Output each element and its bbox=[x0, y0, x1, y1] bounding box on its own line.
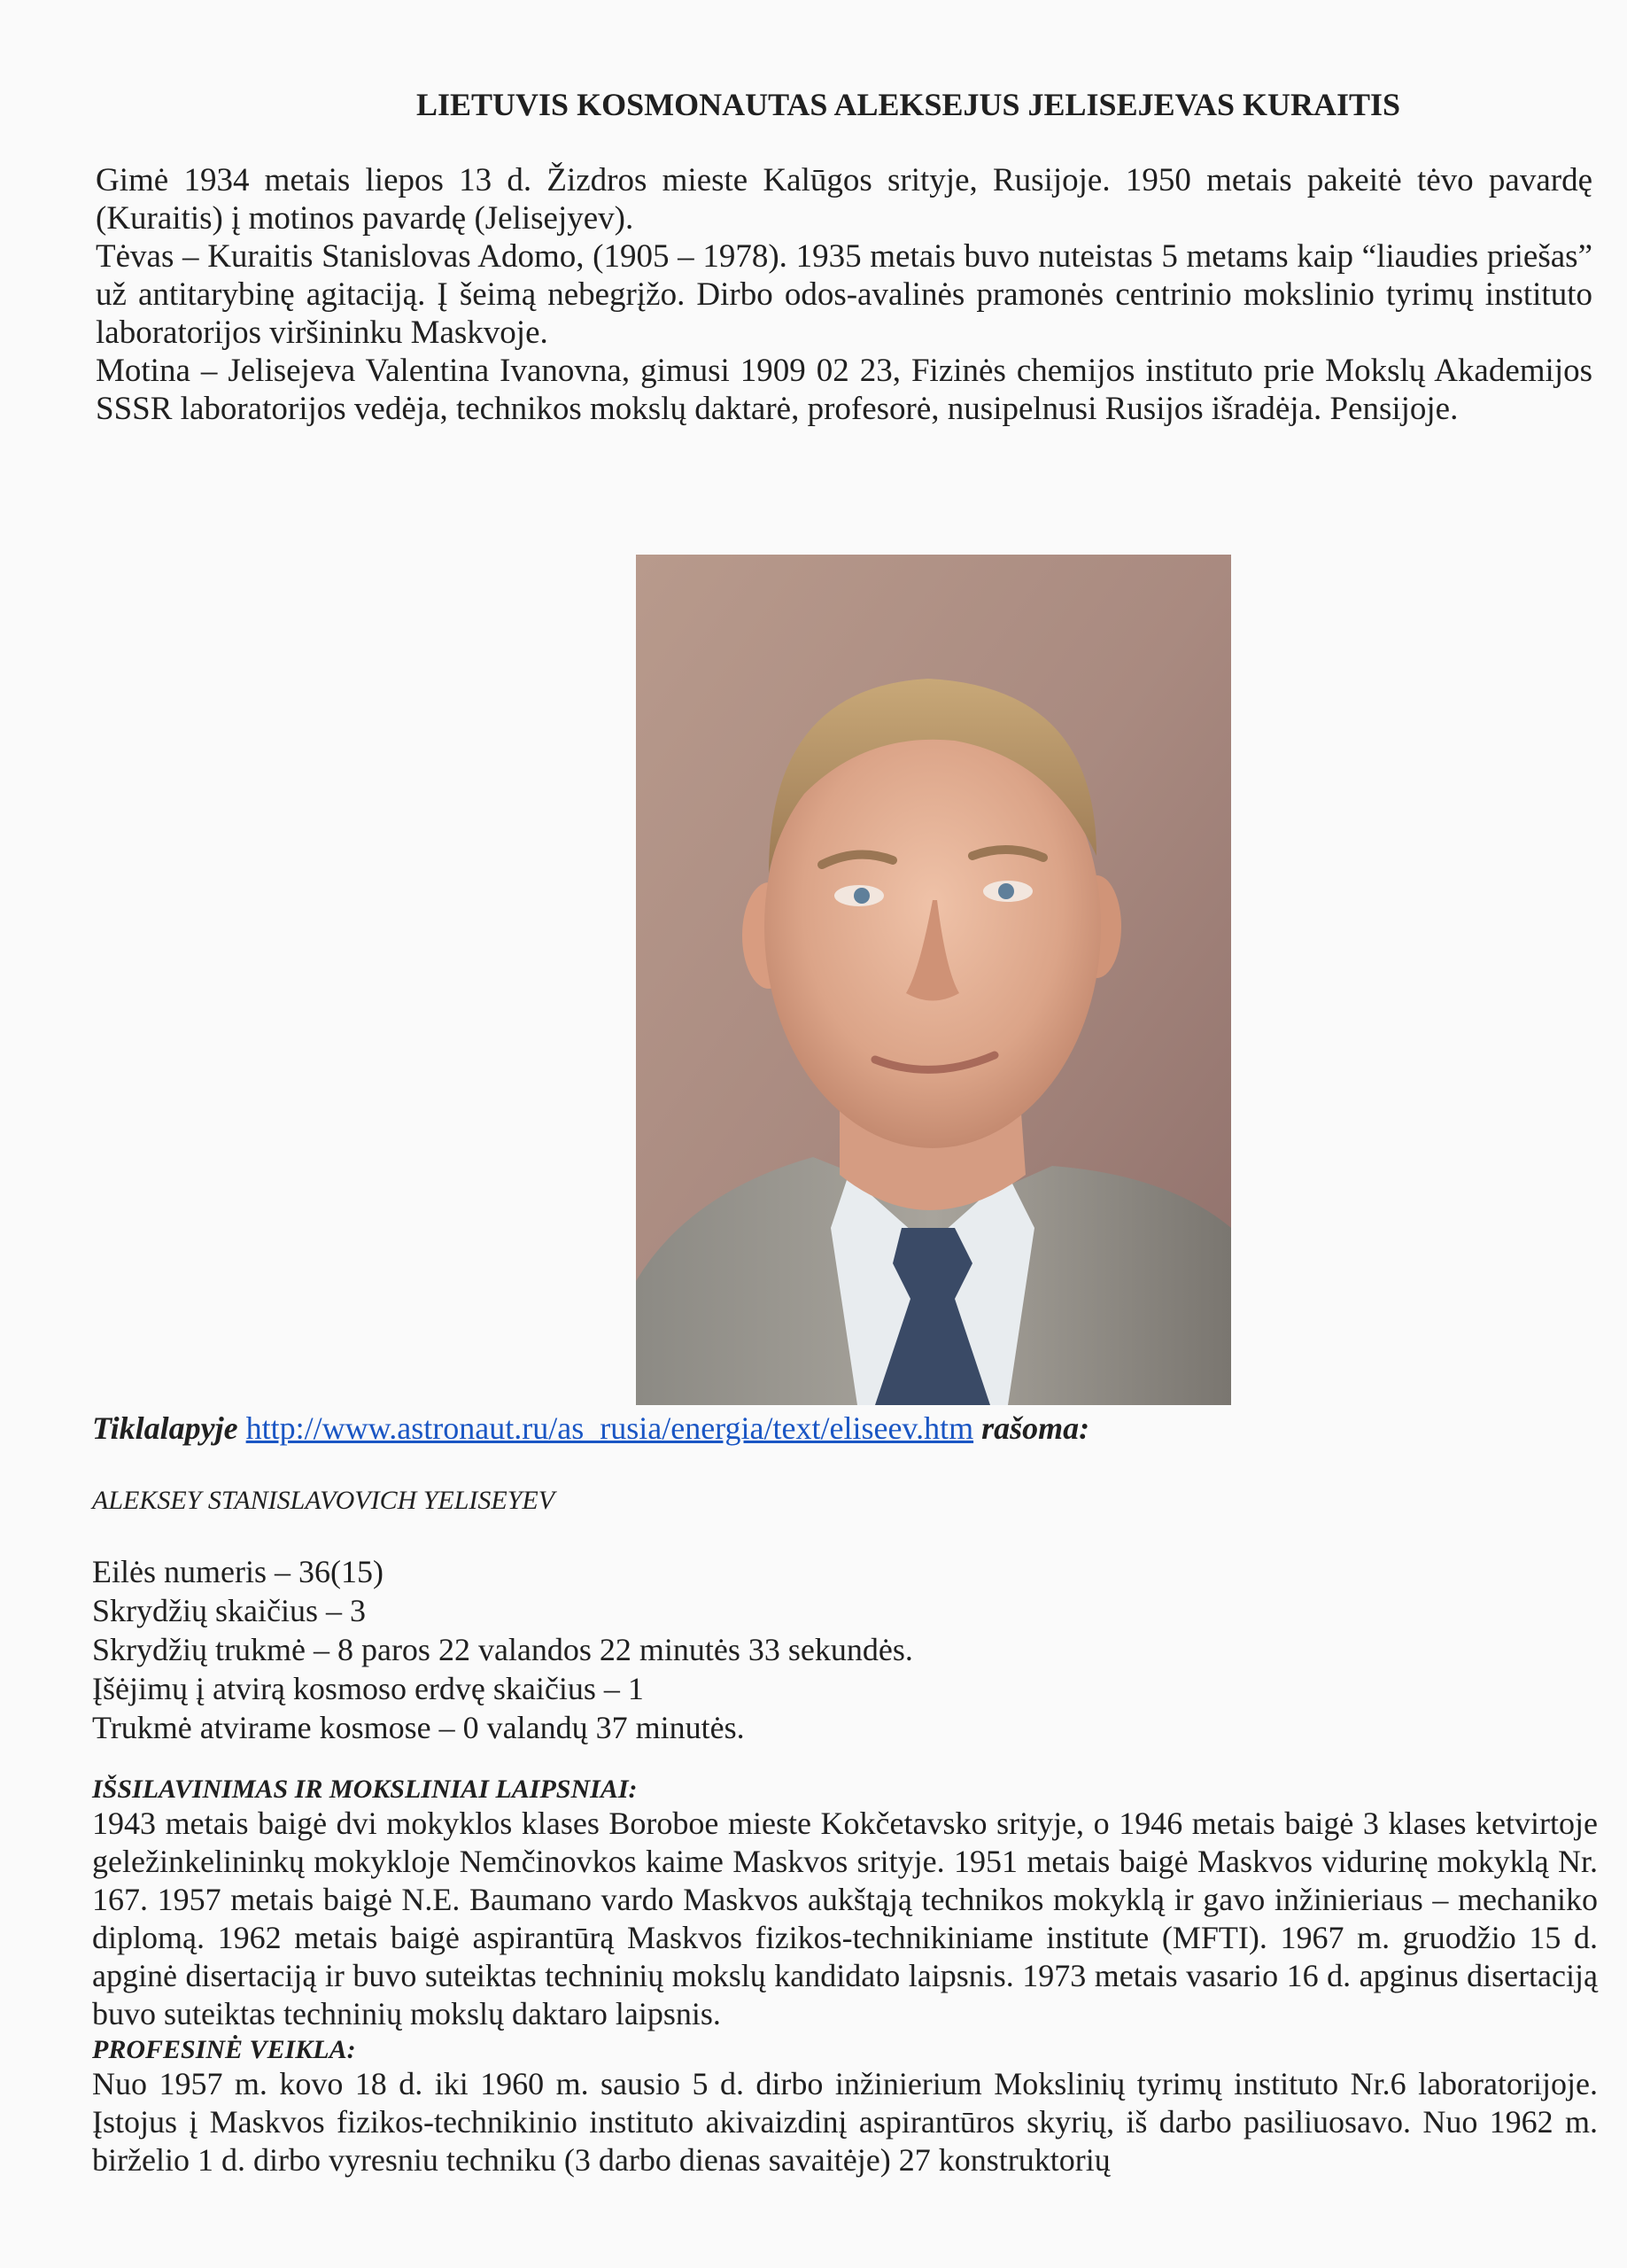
father-paragraph: Tėvas – Kuraitis Stanislovas Adomo, (1905 – 1978). 1935 metais buvo nuteistas 5 metams kaip “liaudies priešas” už antitarybinę agitaciją. Į šeimą nebegrįžo. Dirbo odos-avalinės pramonės centrinio mokslinio tyrimų instituto laboratorijos viršininku Maskvoje. bbox=[96, 238, 1592, 351]
stat-spacewalk-duration: Trukmė atvirame kosmose – 0 valandų 37 minutės. bbox=[92, 1710, 745, 1745]
education-text: 1943 metais baigė dvi mokyklos klases Boroboe mieste Kokčetavsko srityje, o 1946 metais baigė 3 klases ketvirtoje geležinkelininkų mokykloje Nemčinovkos kaime Maskvos srityje. 1951 metais baigė Maskvos vidurinę mokyklą Nr. 167. 1957 metais baigė N.E. Baumano vardo Maskvos aukštąją technikos mokyklą ir gavo inžinieriaus – mechaniko diplomą. 1962 metais baigė aspirantūrą Maskvos fizikos-technikiniame institute (MFTI). 1967 m. gruodžio 15 d. apginė disertaciją ir buvo suteiktas techninių mokslų kandidato laipsnis. 1973 metais vasario 16 d. apginus disertaciją buvo suteiktas techninių mokslų daktaro laipsnis. bbox=[92, 1806, 1598, 2031]
education-heading: IŠSILAVINIMAS IR MOKSLINIAI LAIPSNIAI: bbox=[92, 1775, 638, 1804]
birth-paragraph: Gimė 1934 metais liepos 13 d. Žizdros mieste Kalūgos srityje, Rusijoje. 1950 metais pakeitė tėvo pavardę (Kuraitis) į motinos pavardę (Jelisejyev). bbox=[96, 162, 1592, 237]
bio-section bbox=[96, 161, 1592, 428]
work-text: Nuo 1957 m. kovo 18 d. iki 1960 m. sausio 5 d. dirbo inžinierium Mokslinių tyrimų instituto Nr.6 laboratorijoje. Įstojus į Maskvos fizikos-technikinio instituto akivaizdinį aspirantūros skyrių, iš darbo pasiliuosavo. Nuo 1962 m. birželio 1 d. dirbo vyresniu techniku (3 darbo dienas savaitėje) 27 konstruktorių bbox=[92, 2066, 1598, 2178]
education-section bbox=[92, 1805, 1598, 2033]
source-line bbox=[92, 1410, 1598, 1447]
portrait-image bbox=[636, 555, 1231, 1405]
stat-serial-number: Eilės numeris – 36(15) bbox=[92, 1554, 384, 1589]
portrait-photo bbox=[636, 555, 1231, 1405]
work-section bbox=[92, 2065, 1598, 2179]
stat-flight-count: Skrydžių skaičius – 3 bbox=[92, 1593, 366, 1628]
stat-flight-duration: Skrydžių trukmė – 8 paros 22 valandos 22 minutės 33 sekundės. bbox=[92, 1632, 913, 1667]
document-title: LIETUVIS KOSMONAUTAS ALEKSEJUS JELISEJEVAS KURAITIS bbox=[416, 87, 1401, 122]
mother-paragraph: Motina – Jelisejeva Valentina Ivanovna, gimusi 1909 02 23, Fizinės chemijos instituto prie Mokslų Akademijos SSSR laboratorijos vedėja, technikos mokslų daktarė, profesorė, nusipelnusi Rusijos išradėja. Pensijoje. bbox=[96, 353, 1592, 427]
flight-stats-list bbox=[92, 1552, 1332, 1747]
work-heading: PROFESINĖ VEIKLA: bbox=[92, 2035, 356, 2064]
source-prefix: Tiklalapyje bbox=[92, 1410, 238, 1446]
name-heading: ALEKSEY STANISLAVOVICH YELISEYEV bbox=[92, 1486, 555, 1515]
source-link[interactable]: http://www.astronaut.ru/as_rusia/energia/text/eliseev.htm bbox=[245, 1410, 974, 1446]
source-suffix: rašoma: bbox=[981, 1410, 1090, 1446]
stat-spacewalk-count: Įšėjimų į atvirą kosmoso erdvę skaičius – 1 bbox=[92, 1671, 644, 1706]
